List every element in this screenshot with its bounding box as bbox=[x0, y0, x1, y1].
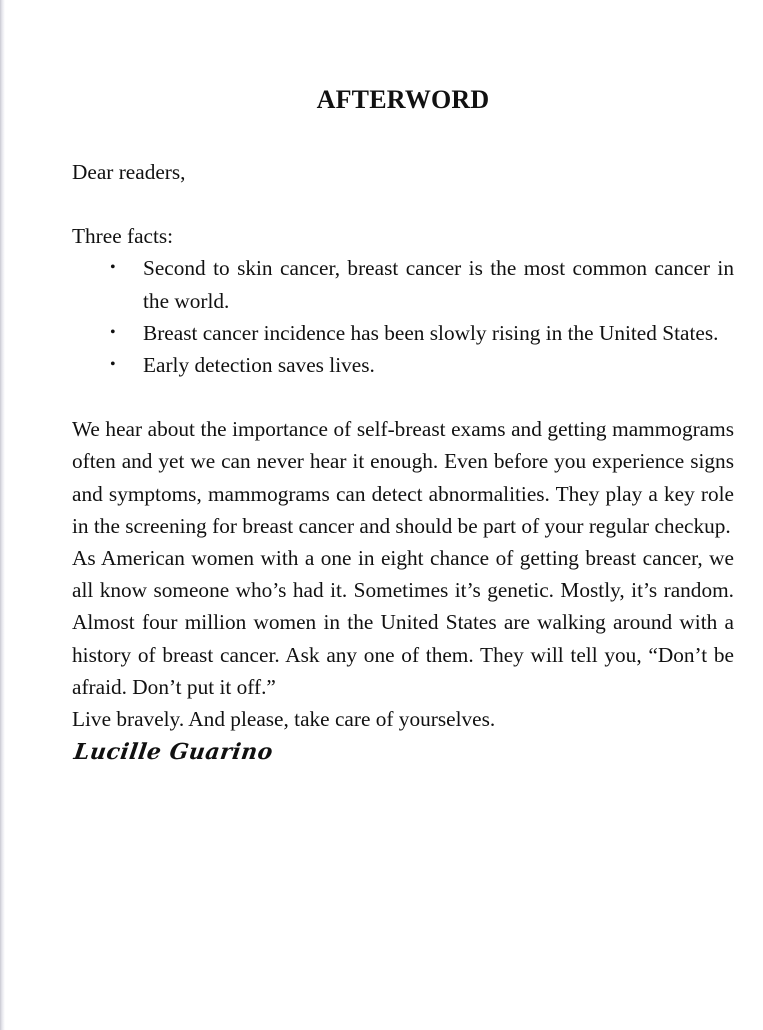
closing-line: Live bravely. And please, take care of yourselves. bbox=[72, 707, 496, 732]
fact-text: Second to skin cancer, breast cancer is the most common cancer in the world. bbox=[143, 256, 734, 313]
list-item bbox=[72, 252, 734, 316]
bullet-icon: • bbox=[110, 356, 116, 374]
page-edge bbox=[0, 0, 5, 1030]
fact-text: Early detection saves lives. bbox=[143, 353, 375, 378]
fact-text: Breast cancer incidence has been slowly rising in the United States. bbox=[143, 320, 719, 345]
bullet-icon: • bbox=[110, 259, 116, 277]
facts-list bbox=[72, 252, 734, 381]
body-paragraph: As American women with a one in eight chance of getting breast cancer, we all know someone who’s had it. Sometimes it’s genetic. Mostly, it’s random. Almost four million women in the United States are walking around with a history of breast cancer. Ask any one of them. They will tell you, “Don’t be afraid. Don’t put it off.” bbox=[72, 546, 734, 699]
document-page bbox=[72, 82, 734, 767]
list-item bbox=[72, 317, 734, 349]
facts-intro: Three facts: bbox=[72, 224, 174, 249]
bullet-icon: • bbox=[110, 323, 116, 341]
signature: Lucille Guarino bbox=[72, 739, 275, 766]
greeting: Dear readers, bbox=[72, 160, 186, 184]
body-paragraph: We hear about the importance of self-breast exams and getting mammograms often and yet we can never hear it enough. Even before you experience signs and symptoms, mammograms can detect abnormalities. They play a key role in the screening for breast cancer and should be part of your regular checkup. bbox=[72, 417, 734, 538]
list-item bbox=[72, 349, 734, 381]
page-title: AFTERWORD bbox=[316, 85, 490, 114]
